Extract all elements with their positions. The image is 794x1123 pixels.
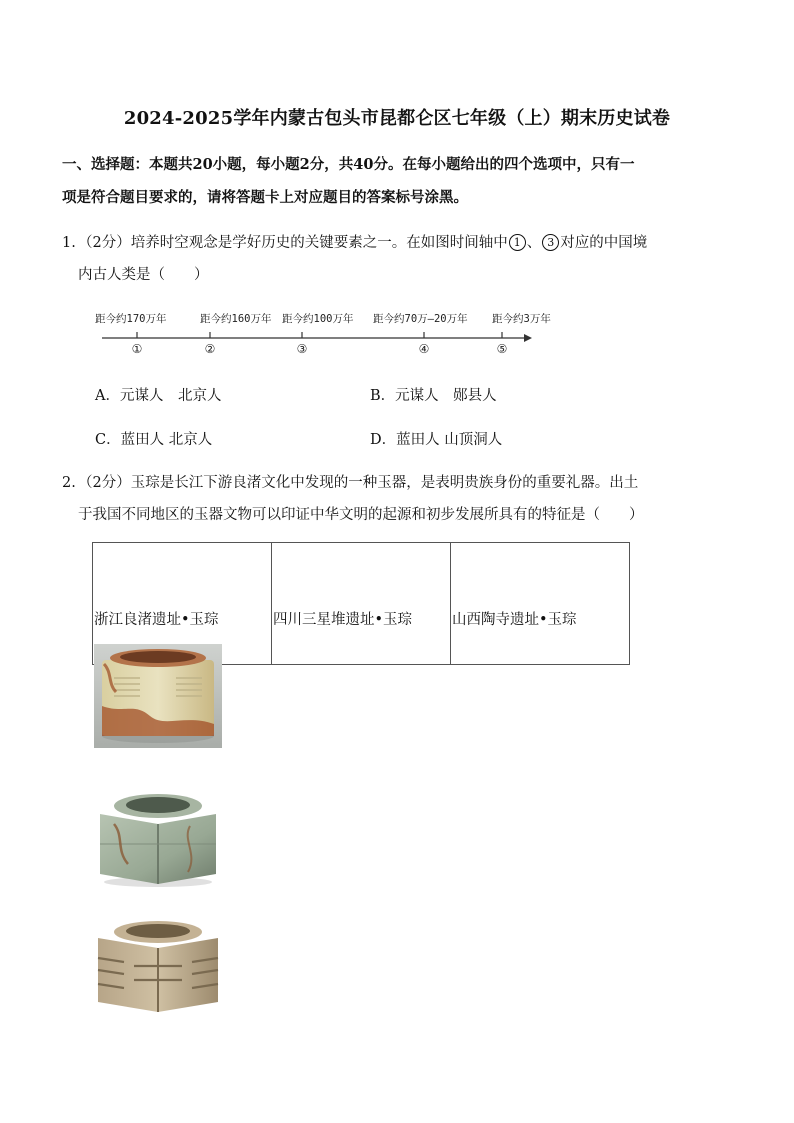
table-cell-sanxingdui: 四川三星堆遗址•玉琮 [272,543,451,665]
option-d[interactable]: D．蓝田人 山顶洞人 [370,432,503,448]
option-c[interactable]: C．蓝田人 北京人 [95,432,213,448]
jade-cong-sanxingdui-image [94,784,222,888]
question-line-2: 内古人类是（ ） [78,267,209,283]
timeline-figure [92,306,562,360]
question-line-2: 于我国不同地区的玉器文物可以印证中华文明的起源和初步发展所具有的特征是（ ） [78,507,644,523]
section-instructions [62,150,732,213]
timeline-marker-3: ③ [296,342,308,356]
table-cell-taosi: 山西陶寺遗址•玉琮 [451,543,630,665]
timeline-marker-5: ⑤ [496,342,508,356]
question-line-1: （2分）培养时空观念是学好历史的关键要素之一。在如图时间轴中 1 、 3 对应的中国境 [78,235,648,251]
circled-3: 3 [542,234,559,251]
section-line-2: 项是符合题目要求的，请将答题卡上对应题目的答案标号涂黑。 [62,189,468,206]
option-b[interactable]: B．元谋人 郧县人 [370,388,497,404]
circled-1: 1 [509,234,526,251]
exam-title: 2024-2025学年内蒙古包头市昆都仑区七年级（上）期末历史试卷 [123,108,671,129]
timeline-arrow-icon [524,334,532,342]
timeline-marker-4: ④ [418,342,430,356]
option-a[interactable]: A．元谋人 北京人 [95,388,222,404]
timeline-label-1: 距今约170万年 [95,313,167,325]
section-line-1: 一、选择题：本题共20小题，每小题2分，共40分。在每小题给出的四个选项中，只有一 [62,156,635,173]
timeline-label-2: 距今约160万年 [200,313,272,325]
question-stem [78,228,733,290]
question-stem [78,468,733,530]
timeline-label-4: 距今约70万—20万年 [373,313,468,325]
jade-cong-taosi-image [94,914,222,1018]
question-number: 2. [62,475,76,491]
jade-cong-liangzhu-image [94,644,222,748]
timeline-marker-2: ② [204,342,216,356]
timeline-label-5: 距今约3万年 [492,313,551,325]
timeline-label-3: 距今约100万年 [282,313,354,325]
timeline-marker-1: ① [131,342,143,356]
table-cell-liangzhu: 浙江良渚遗址•玉琮 [93,543,272,665]
question-number: 1. [62,235,76,251]
question-line-1: （2分）玉琮是长江下游良渚文化中发现的一种玉器，是表明贵族身份的重要礼器。出土 [78,475,639,491]
